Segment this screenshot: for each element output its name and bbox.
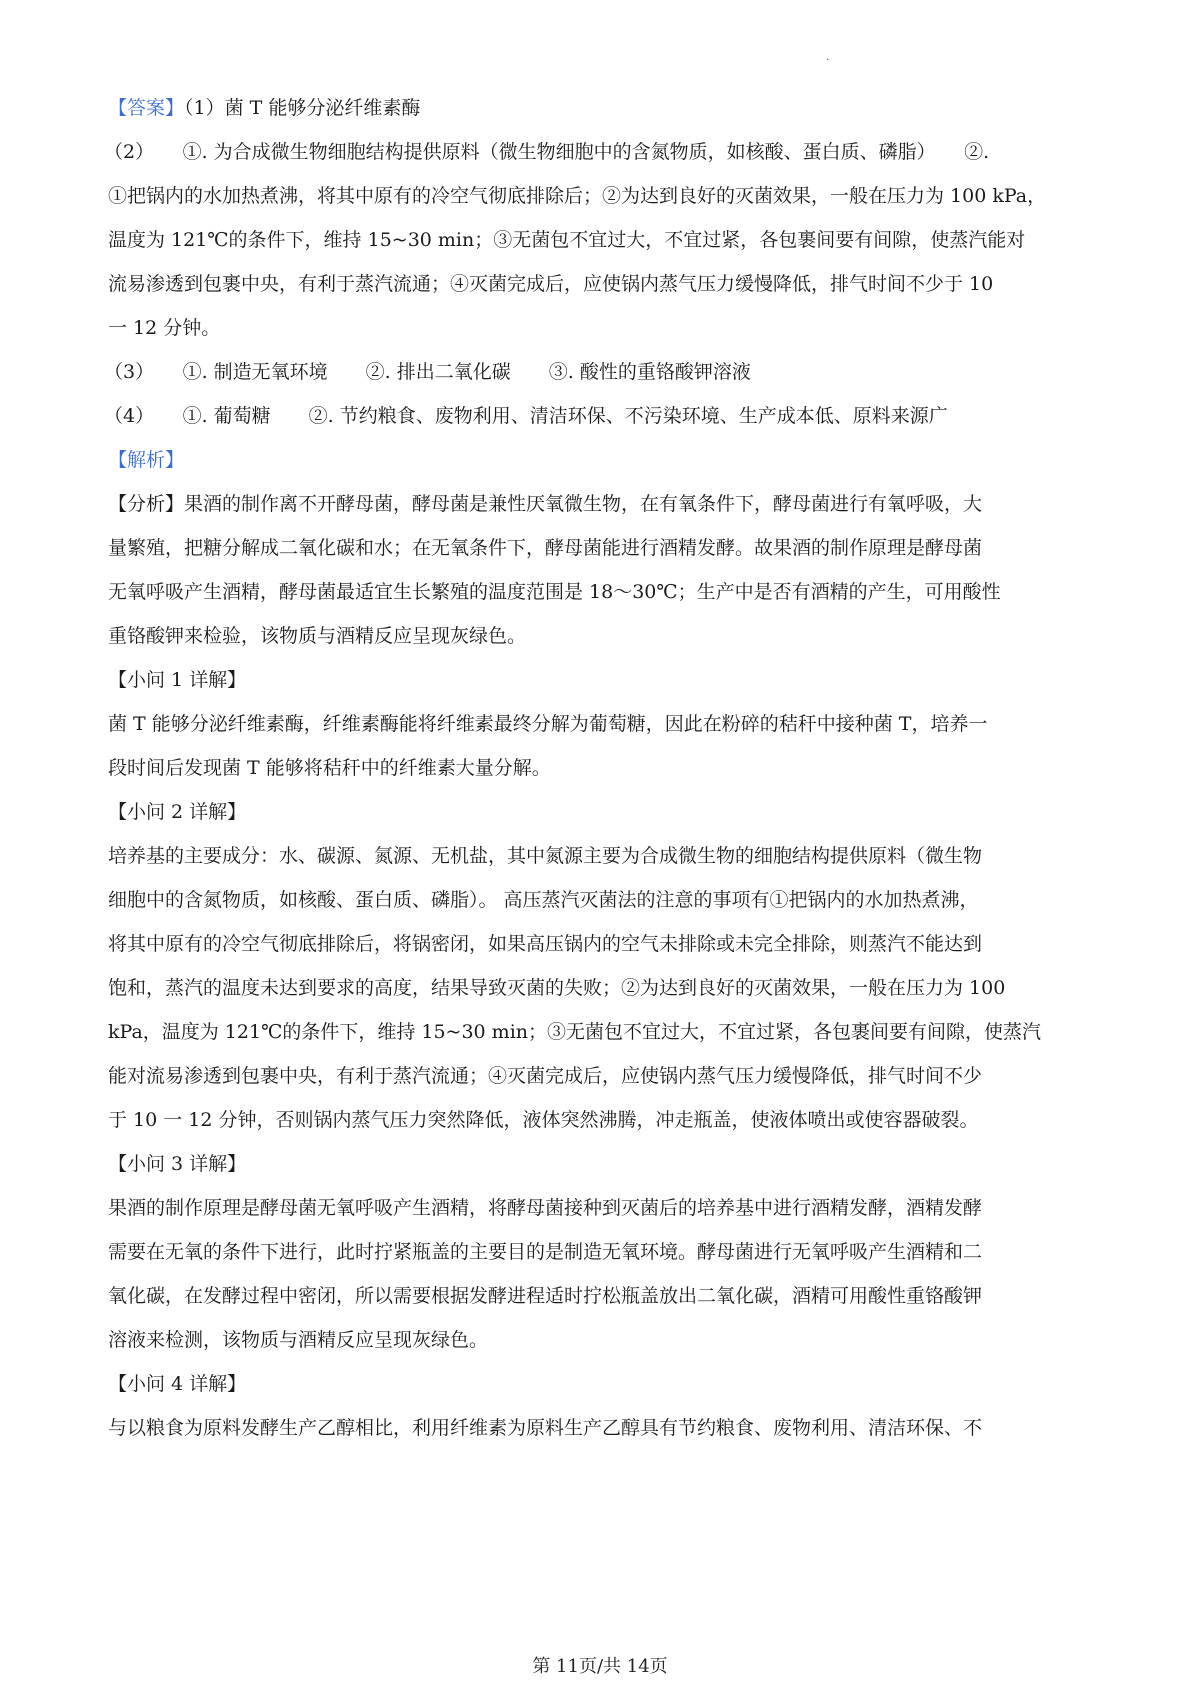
- answer-tag: 【答案】: [108, 97, 185, 119]
- answer-q2-line-3: 温度为 121℃的条件下，维持 15~30 min；③无菌包不宜过大，不宜过紧，各包裹间要有间隙，使蒸汽能对: [108, 229, 1026, 251]
- answer-q3: （3） ①. 制造无氧环境 ②. 排出二氧化碳 ③. 酸性的重铬酸钾溶液: [104, 361, 751, 383]
- analysis-summary-line-2: 量繁殖，把糖分解成二氧化碳和水；在无氧条件下，酵母菌能进行酒精发酵。故果酒的制作原理是酵母菌: [108, 537, 983, 559]
- answer-q2-line-4: 流易渗透到包裹中央，有利于蒸汽流通；④灭菌完成后，应使锅内蒸气压力缓慢降低，排气时间不少于 10: [108, 273, 994, 295]
- section-3-line-3: 氧化碳，在发酵过程中密闭，所以需要根据发酵进程适时拧松瓶盖放出二氧化碳，酒精可用酸性重铬酸钾: [108, 1285, 983, 1307]
- section-1-line-2: 段时间后发现菌 T 能够将秸秆中的纤维素大量分解。: [108, 757, 551, 779]
- analysis-tag: 【解析】: [108, 449, 185, 471]
- answer-q1-line: [108, 96, 420, 120]
- section-3-line-1: 果酒的制作原理是酵母菌无氧呼吸产生酒精，将酵母菌接种到灭菌后的培养基中进行酒精发酵，酒精发酵: [108, 1197, 983, 1219]
- answer-q2-line-1: （2） ①. 为合成微生物细胞结构提供原料（微生物细胞中的含氮物质，如核酸、蛋白质、磷脂） ②.: [104, 141, 990, 163]
- answer-q4: （4） ①. 葡萄糖 ②. 节约粮食、废物利用、清洁环保、不污染环境、生产成本低、原料来源广: [104, 405, 948, 427]
- section-2-line-6: 能对流易渗透到包裹中央，有利于蒸汽流通；④灭菌完成后，应使锅内蒸气压力缓慢降低，排气时间不少: [108, 1065, 983, 1087]
- section-2-line-2: 细胞中的含氮物质，如核酸、蛋白质、磷脂）。 高压蒸汽灭菌法的注意的事项有①把锅内的水加热煮沸，: [108, 889, 979, 911]
- section-3-line-4: 溶液来检测，该物质与酒精反应呈现灰绿色。: [108, 1329, 489, 1351]
- section-2-line-7: 于 10 一 12 分钟，否则锅内蒸气压力突然降低，液体突然沸腾，冲走瓶盖，使液体喷出或使容器破裂。: [108, 1109, 979, 1131]
- section-2-line-1: 培养基的主要成分：水、碳源、氮源、无机盐，其中氮源主要为合成微生物的细胞结构提供原料（微生物: [108, 845, 983, 867]
- section-1-heading: 【小问 1 详解】: [108, 669, 247, 691]
- analysis-summary-line-3: 无氧呼吸产生酒精，酵母菌最适宜生长繁殖的温度范围是 18～30℃；生产中是否有酒精的产生，可用酸性: [108, 581, 1001, 603]
- page-footer: 第 11页/共 14页: [532, 1656, 668, 1677]
- analysis-summary-line-1: 【分析】果酒的制作离不开酵母菌，酵母菌是兼性厌氧微生物，在有氧条件下，酵母菌进行有氧呼吸，大: [108, 493, 983, 515]
- answer-q2-line-2: ①把锅内的水加热煮沸，将其中原有的冷空气彻底排除后；②为达到良好的灭菌效果，一般在压力为 100 kPa，: [108, 185, 1047, 207]
- section-2-heading: 【小问 2 详解】: [108, 801, 247, 823]
- header-mark: .: [826, 52, 830, 63]
- section-2-line-3: 将其中原有的冷空气彻底排除后，将锅密闭，如果高压锅内的空气未排除或未完全排除，则蒸汽不能达到: [108, 933, 983, 955]
- section-4-heading: 【小问 4 详解】: [108, 1373, 247, 1395]
- section-3-heading: 【小问 3 详解】: [108, 1153, 247, 1175]
- answer-q1: （1）菌 T 能够分泌纤维素酶: [184, 97, 421, 119]
- section-2-line-4: 饱和，蒸汽的温度未达到要求的高度，结果导致灭菌的失败；②为达到良好的灭菌效果，一般在压力为 100: [108, 977, 1006, 999]
- section-1-line-1: 菌 T 能够分泌纤维素酶，纤维素酶能将纤维素最终分解为葡萄糖，因此在粉碎的秸秆中接种菌 T，培养一: [108, 713, 988, 735]
- section-2-line-5: kPa，温度为 121℃的条件下，维持 15~30 min；③无菌包不宜过大，不宜过紧，各包裹间要有间隙，使蒸汽: [108, 1021, 1042, 1043]
- section-3-line-2: 需要在无氧的条件下进行，此时拧紧瓶盖的主要目的是制造无氧环境。酵母菌进行无氧呼吸产生酒精和二: [108, 1241, 983, 1263]
- section-4-line-1: 与以粮食为原料发酵生产乙醇相比，利用纤维素为原料生产乙醇具有节约粮食、废物利用、清洁环保、不: [108, 1417, 983, 1439]
- answer-q2-line-5: 一 12 分钟。: [108, 317, 221, 339]
- analysis-summary-line-4: 重铬酸钾来检验，该物质与酒精反应呈现灰绿色。: [108, 625, 527, 647]
